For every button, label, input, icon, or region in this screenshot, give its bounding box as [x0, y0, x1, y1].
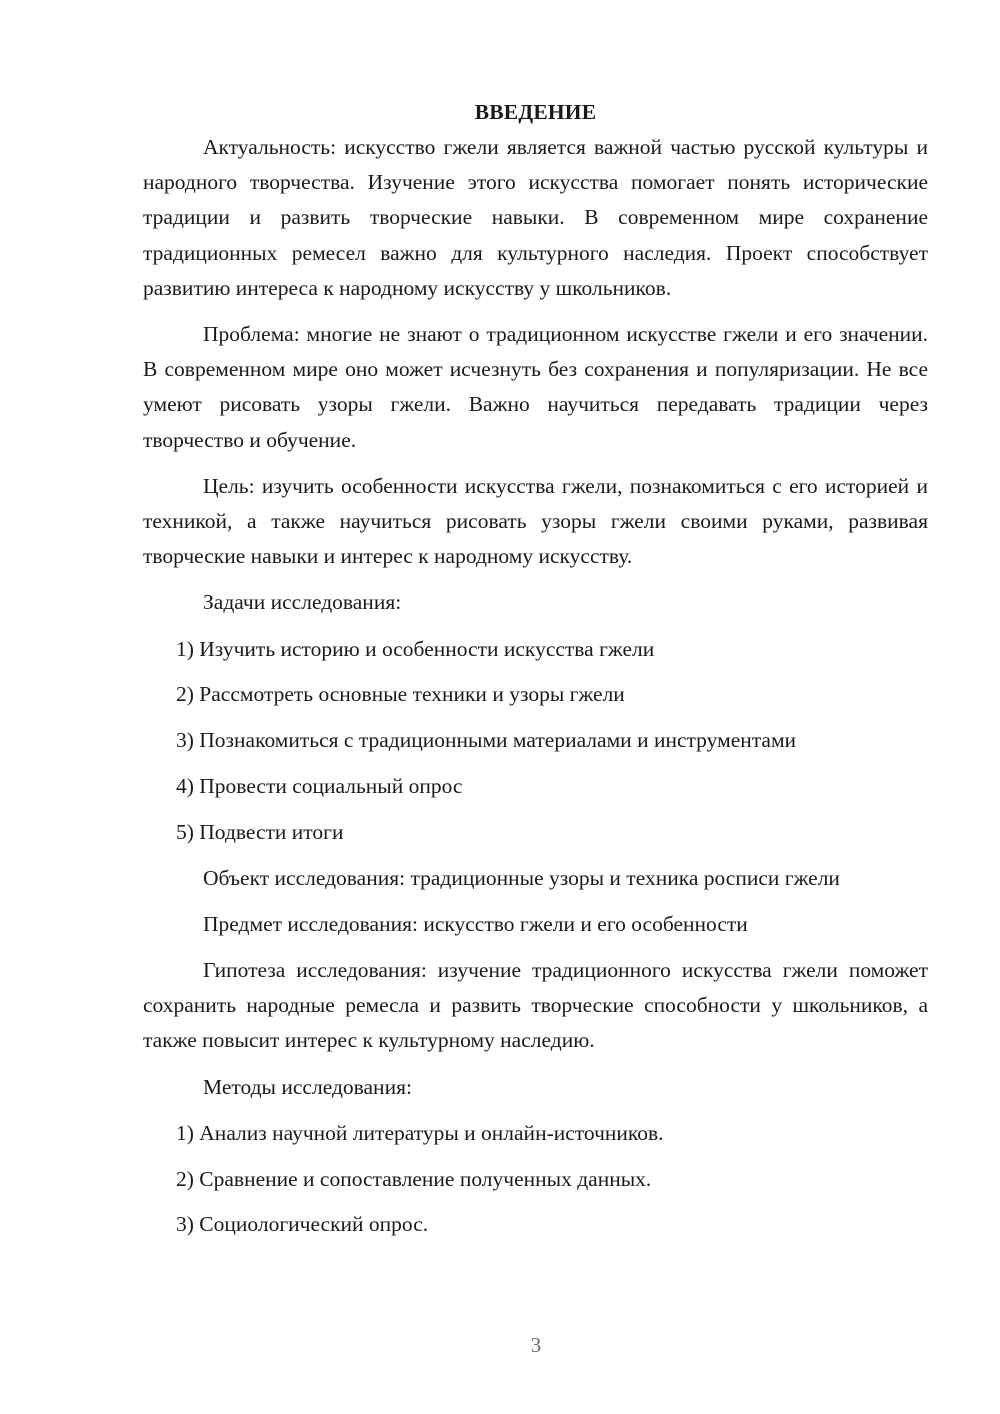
page-number: 3	[530, 1333, 542, 1357]
tasks-title: Задачи исследования:	[203, 590, 402, 615]
problem-paragraph: Проблема: многие не знают о традиционном искусстве гжели и его значении. В современном мире оно может исчезнуть без сохранения и популяризации. Не все умеют рисовать узоры гжели. Важно научиться передавать традиции через творчество и обучение.	[143, 322, 928, 452]
task-item: 4) Провести социальный опрос	[176, 774, 463, 799]
task-item: 2) Рассмотреть основные техники и узоры гжели	[176, 682, 625, 707]
methods-title: Методы исследования:	[203, 1074, 412, 1099]
section-heading: ВВЕДЕНИЕ	[474, 100, 597, 124]
method-item: 3) Социологический опрос.	[176, 1212, 429, 1237]
object-paragraph: Объект исследования: традиционные узоры и техника росписи гжели	[203, 865, 840, 890]
document-page	[143, 94, 928, 1253]
task-item: 1) Изучить историю и особенности искусства гжели	[176, 636, 655, 661]
task-item: 5) Подвести итоги	[176, 819, 344, 844]
task-item: 3) Познакомиться с традиционными материалами и инструментами	[176, 728, 797, 753]
goal-paragraph: Цель: изучить особенности искусства гжели, познакомиться с его историей и техникой, а также научиться рисовать узоры гжели своими руками, развивая творческие навыки и интерес к народному искусству.	[143, 473, 928, 569]
subject-paragraph: Предмет исследования: искусство гжели и его особенности	[203, 911, 748, 936]
relevance-paragraph: Актуальность: искусство гжели является важной частью русской культуры и народного творчества. Изучение этого искусства помогает понять исторические традиции и развить творческие навыки. В современном мире сохранение традиционных ремесел важно для культурного наследия. Проект способствует развитию интереса к народному искусству у школьников.	[143, 135, 928, 300]
hypothesis-paragraph: Гипотеза исследования: изучение традиционного искусства гжели поможет сохранить народные ремесла и развить творческие способности у школьников, а также повысит интерес к культурному наследию.	[143, 958, 928, 1053]
method-item: 1) Анализ научной литературы и онлайн-источников.	[176, 1120, 664, 1145]
method-item: 2) Сравнение и сопоставление полученных данных.	[176, 1166, 652, 1191]
